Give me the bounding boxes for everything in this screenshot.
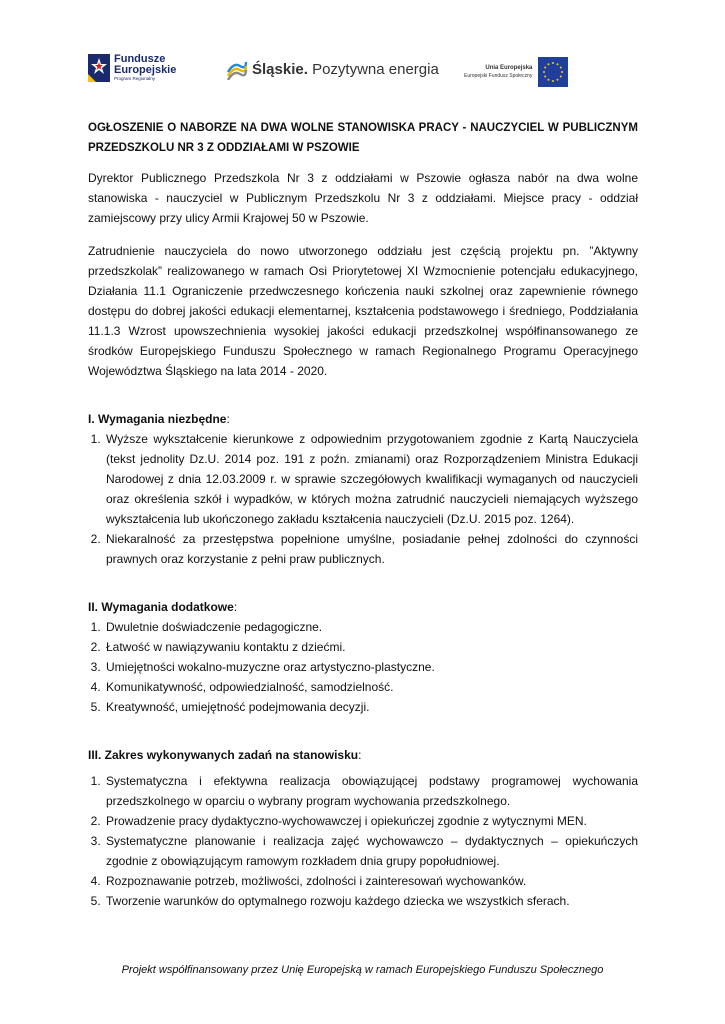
section3-suffix: : [358,748,362,762]
section1-heading: I. Wymagania niezbędne [88,412,227,426]
slaskie-wave-icon [226,58,248,80]
list-item: 4. Rozpoznawanie potrzeb, możliwości, zdolności i zainteresowań wychowanków. [104,871,638,891]
slaskie-logo [226,58,439,80]
list-item: 5. Tworzenie warunków do optymalnego rozwoju każdego dziecka we wszystkich sferach. [104,891,638,911]
list-item: 2. Łatwość w nawiązywaniu kontaktu z dziećmi. [104,637,638,657]
list-item: 1. Wyższe wykształcenie kierunkowe z odpowiednim przygotowaniem zgodnie z Kartą Nauczyciela (tekst jednolity Dz.U. 2014 poz. 191 z poźn. zmianami) oraz Rozporządzeniem Ministra Edukacji Narodowej z dnia 12.03.2009 r. w sprawie szczegółowych kwalifikacji wymaganych od nauczycieli oraz określenia szkół i wypadków, w których można zatrudnić nauczycieli niemających wyższego wykształcenia lub ukończonego zakładu kształcenia nauczycieli (Dz.U. 2015 poz. 1264). [104,429,638,529]
fe-star-icon [88,54,110,82]
eu-logo [464,57,568,87]
section2-heading: II. Wymagania dodatkowe [88,600,234,614]
fe-line1: Fundusze [114,53,166,65]
eu-line1: Unia Europejska [485,65,533,71]
eu-flag-icon [538,57,568,87]
slaskie-tagline: Pozytywna energia [312,60,439,78]
project-paragraph: Zatrudnienie nauczyciela do nowo utworzonego oddziału jest częścią projektu pn. ”Aktywny przedszkolak” realizowanego w ramach Osi Priorytetowej XI Wzmocnienie potencjału edukacyjnego, Działania 11.1 Ograniczenie przedwczesnego kończenia nauki szkolnej oraz zapewnienie równego dostępu do dobrej jakości edukacji elementarnej, kształcenia podstawowego i średniego, Poddziałania 11.1.3 Wzrost upowszechnienia wysokiej jakości edukacji przedszkolnej współfinansowanego ze środków Europejskiego Funduszu Społecznego w ramach Regionalnego Programu Operacyjnego Województwa Śląskiego na lata 2014 - 2020. [88,244,638,378]
document-body [88,118,638,911]
list-item: 2. Prowadzenie pracy dydaktyczno-wychowawczej i opiekuńczej zgodnie z wytycznymi MEN. [104,811,638,831]
list-item: 1. Systematyczna i efektywna realizacja obowiązującej podstawy programowej wychowania przedszkolnego w oparciu o wybrany program wychowania przedszkolnego. [104,771,638,811]
list-item: 3. Umiejętności wokalno-muzyczne oraz artystyczno-plastyczne. [104,657,638,677]
section3-heading: III. Zakres wykonywanych zadań na stanowisku [88,748,359,762]
logo-header [0,48,725,98]
eu-line2: Europejski Fundusz Społeczny [464,73,533,79]
fe-line2: Europejskie [114,64,177,76]
section-tasks [88,745,638,911]
section2-suffix: : [233,600,238,614]
fe-line3: Program Regionalny [114,76,156,81]
section-additional [88,597,638,717]
section-required [88,409,638,569]
list-item: 5. Kreatywność, umiejętność podejmowania decyzji. [104,697,638,717]
page-footer: Projekt współfinansowany przez Unię Europejską w ramach Europejskiego Funduszu Społecznego [121,964,604,976]
list-item: 1. Dwuletnie doświadczenie pedagogiczne. [104,617,638,637]
list-item: 3. Systematyczne planowanie i realizacja zajęć wychowawczo – dydaktycznych – opiekuńczych zgodnie z obowiązującym ramowym rozkładem dnia grupy popołudniowej. [104,831,638,871]
fundusze-europejskie-logo [88,54,176,82]
page-title: OGŁOSZENIE O NABORZE NA DWA WOLNE STANOWISKA PRACY - NAUCZYCIEL W PUBLICZNYM PRZEDSZKOLU NR 3 Z ODDZIAŁAMI W PSZOWIE [88,122,638,154]
list-item: 4. Komunikatywność, odpowiedzialność, samodzielność. [104,677,638,697]
section1-suffix: : [226,412,230,426]
intro-paragraph: Dyrektor Publicznego Przedszkola Nr 3 z oddziałami w Pszowie ogłasza nabór na dwa wolne stanowiska - nauczyciel w Publicznym Przedszkolu Nr 3 z oddziałami. Miejsce pracy - oddział zamiejscowy przy ulicy Armii Krajowej 50 w Pszowie. [88,171,638,225]
slaskie-name: Śląskie. [252,60,308,78]
list-item: 2. Niekaralność za przestępstwa popełnione umyślne, posiadanie pełnej zdolności do czynności prawnych oraz korzystanie z pełni praw publicznych. [104,529,638,569]
